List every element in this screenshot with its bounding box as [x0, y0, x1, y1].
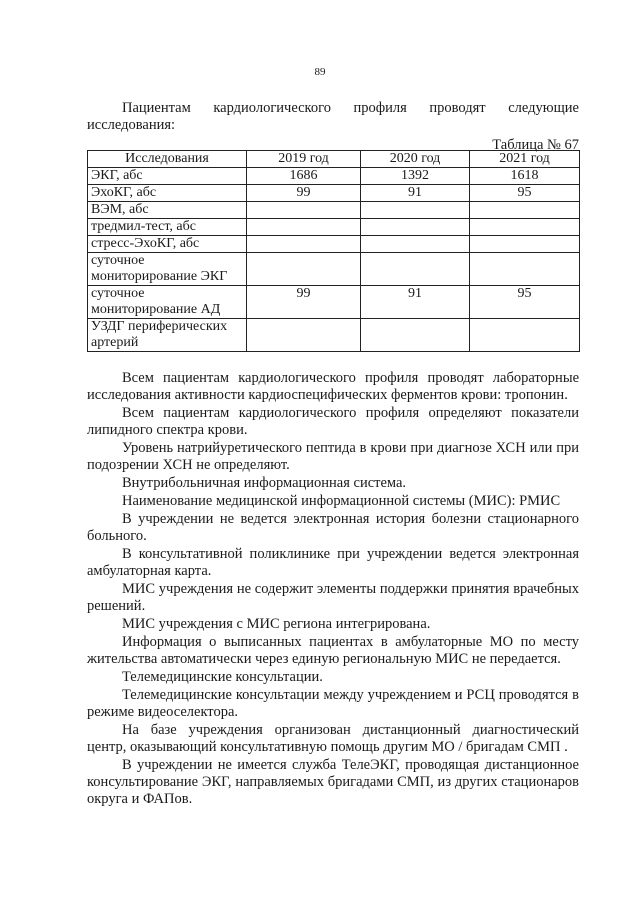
table-row — [88, 286, 580, 319]
value-cell: 99 — [247, 286, 361, 319]
value-cell — [247, 253, 361, 286]
value-cell — [361, 219, 470, 236]
body-paragraph: В учреждении не имеется служба ТелеЭКГ, проводящая дистанционное консультирование ЭКГ, направляемых бригадами СМП, из других стационаров округа и ФАПов. — [87, 757, 579, 807]
value-cell — [247, 219, 361, 236]
row-label-cell: ЭКГ, абс — [88, 168, 247, 185]
body-paragraph: Уровень натрийуретического пептида в крови при диагнозе ХСН или при подозрении ХСН не определяют. — [87, 440, 579, 473]
value-cell: 91 — [361, 286, 470, 319]
body-paragraph: На базе учреждения организован дистанционный диагностический центр, оказывающий консультативную помощь другим МО / бригадам СМП . — [87, 722, 579, 755]
table-body — [88, 168, 580, 352]
value-cell: 95 — [470, 286, 580, 319]
intro-word: проводят — [429, 100, 486, 116]
body-text — [87, 370, 579, 809]
body-paragraph: Всем пациентам кардиологического профиля определяют показатели липидного спектра крови. — [87, 405, 579, 438]
research-table — [87, 150, 580, 352]
table-row — [88, 236, 580, 253]
value-cell: 91 — [361, 185, 470, 202]
body-paragraph: Телемедицинские консультации. — [122, 669, 323, 685]
value-cell — [470, 219, 580, 236]
table-row — [88, 253, 580, 286]
body-paragraph: Информация о выписанных пациентах в амбулаторные МО по месту жительства автоматически через единую региональную МИС не передается. — [87, 634, 579, 667]
intro-word: кардиологического — [213, 100, 331, 116]
page-number: 89 — [314, 66, 326, 78]
table-row — [88, 219, 580, 236]
row-label-cell: ВЭМ, абс — [88, 202, 247, 219]
value-cell: 99 — [247, 185, 361, 202]
intro-line-2: исследования: — [87, 117, 176, 133]
column-header: 2021 год — [470, 151, 580, 168]
table-row — [88, 319, 580, 352]
intro-line-1 — [87, 100, 579, 117]
column-header: 2019 год — [247, 151, 361, 168]
body-paragraph: МИС учреждения не содержит элементы поддержки принятия врачебных решений. — [87, 581, 579, 614]
body-paragraph: Наименование медицинской информационной системы (МИС): РМИС — [122, 493, 561, 509]
intro-word: Пациентам — [122, 100, 191, 116]
body-paragraph: Внутрибольничная информационная система. — [122, 475, 407, 491]
value-cell — [361, 253, 470, 286]
row-label-cell: УЗДГ периферических артерий — [88, 319, 247, 352]
value-cell — [361, 202, 470, 219]
intro-word: профиля — [353, 100, 407, 116]
table-row — [88, 168, 580, 185]
value-cell — [470, 319, 580, 352]
body-paragraph: Телемедицинские консультации между учреждением и РСЦ проводятся в режиме видеоселектора. — [87, 687, 579, 720]
table-header-row — [88, 151, 580, 168]
table-caption: Таблица № 67 — [492, 137, 579, 153]
intro-word: следующие — [508, 100, 579, 116]
table-row — [88, 202, 580, 219]
row-label-cell: стресс-ЭхоКГ, абс — [88, 236, 247, 253]
value-cell: 1686 — [247, 168, 361, 185]
value-cell: 95 — [470, 185, 580, 202]
value-cell — [470, 253, 580, 286]
column-header: Исследования — [88, 151, 247, 168]
value-cell — [247, 319, 361, 352]
row-label-cell: суточное мониторирование АД — [88, 286, 247, 319]
value-cell — [470, 202, 580, 219]
row-label-cell: суточное мониторирование ЭКГ — [88, 253, 247, 286]
column-header: 2020 год — [361, 151, 470, 168]
body-paragraph: МИС учреждения с МИС региона интегрирована. — [122, 616, 431, 632]
value-cell — [361, 319, 470, 352]
row-label-cell: ЭхоКГ, абс — [88, 185, 247, 202]
value-cell — [361, 236, 470, 253]
value-cell — [247, 236, 361, 253]
value-cell — [470, 236, 580, 253]
value-cell — [247, 202, 361, 219]
row-label-cell: тредмил-тест, абс — [88, 219, 247, 236]
value-cell: 1392 — [361, 168, 470, 185]
intro-paragraph — [87, 100, 579, 134]
table-row — [88, 185, 580, 202]
body-paragraph: Всем пациентам кардиологического профиля проводят лабораторные исследования активности кардиоспецифических ферментов крови: тропонин. — [87, 370, 579, 403]
value-cell: 1618 — [470, 168, 580, 185]
body-paragraph: В консультативной поликлинике при учреждении ведется электронная амбулаторная карта. — [87, 546, 579, 579]
body-paragraph: В учреждении не ведется электронная история болезни стационарного больного. — [87, 511, 579, 544]
